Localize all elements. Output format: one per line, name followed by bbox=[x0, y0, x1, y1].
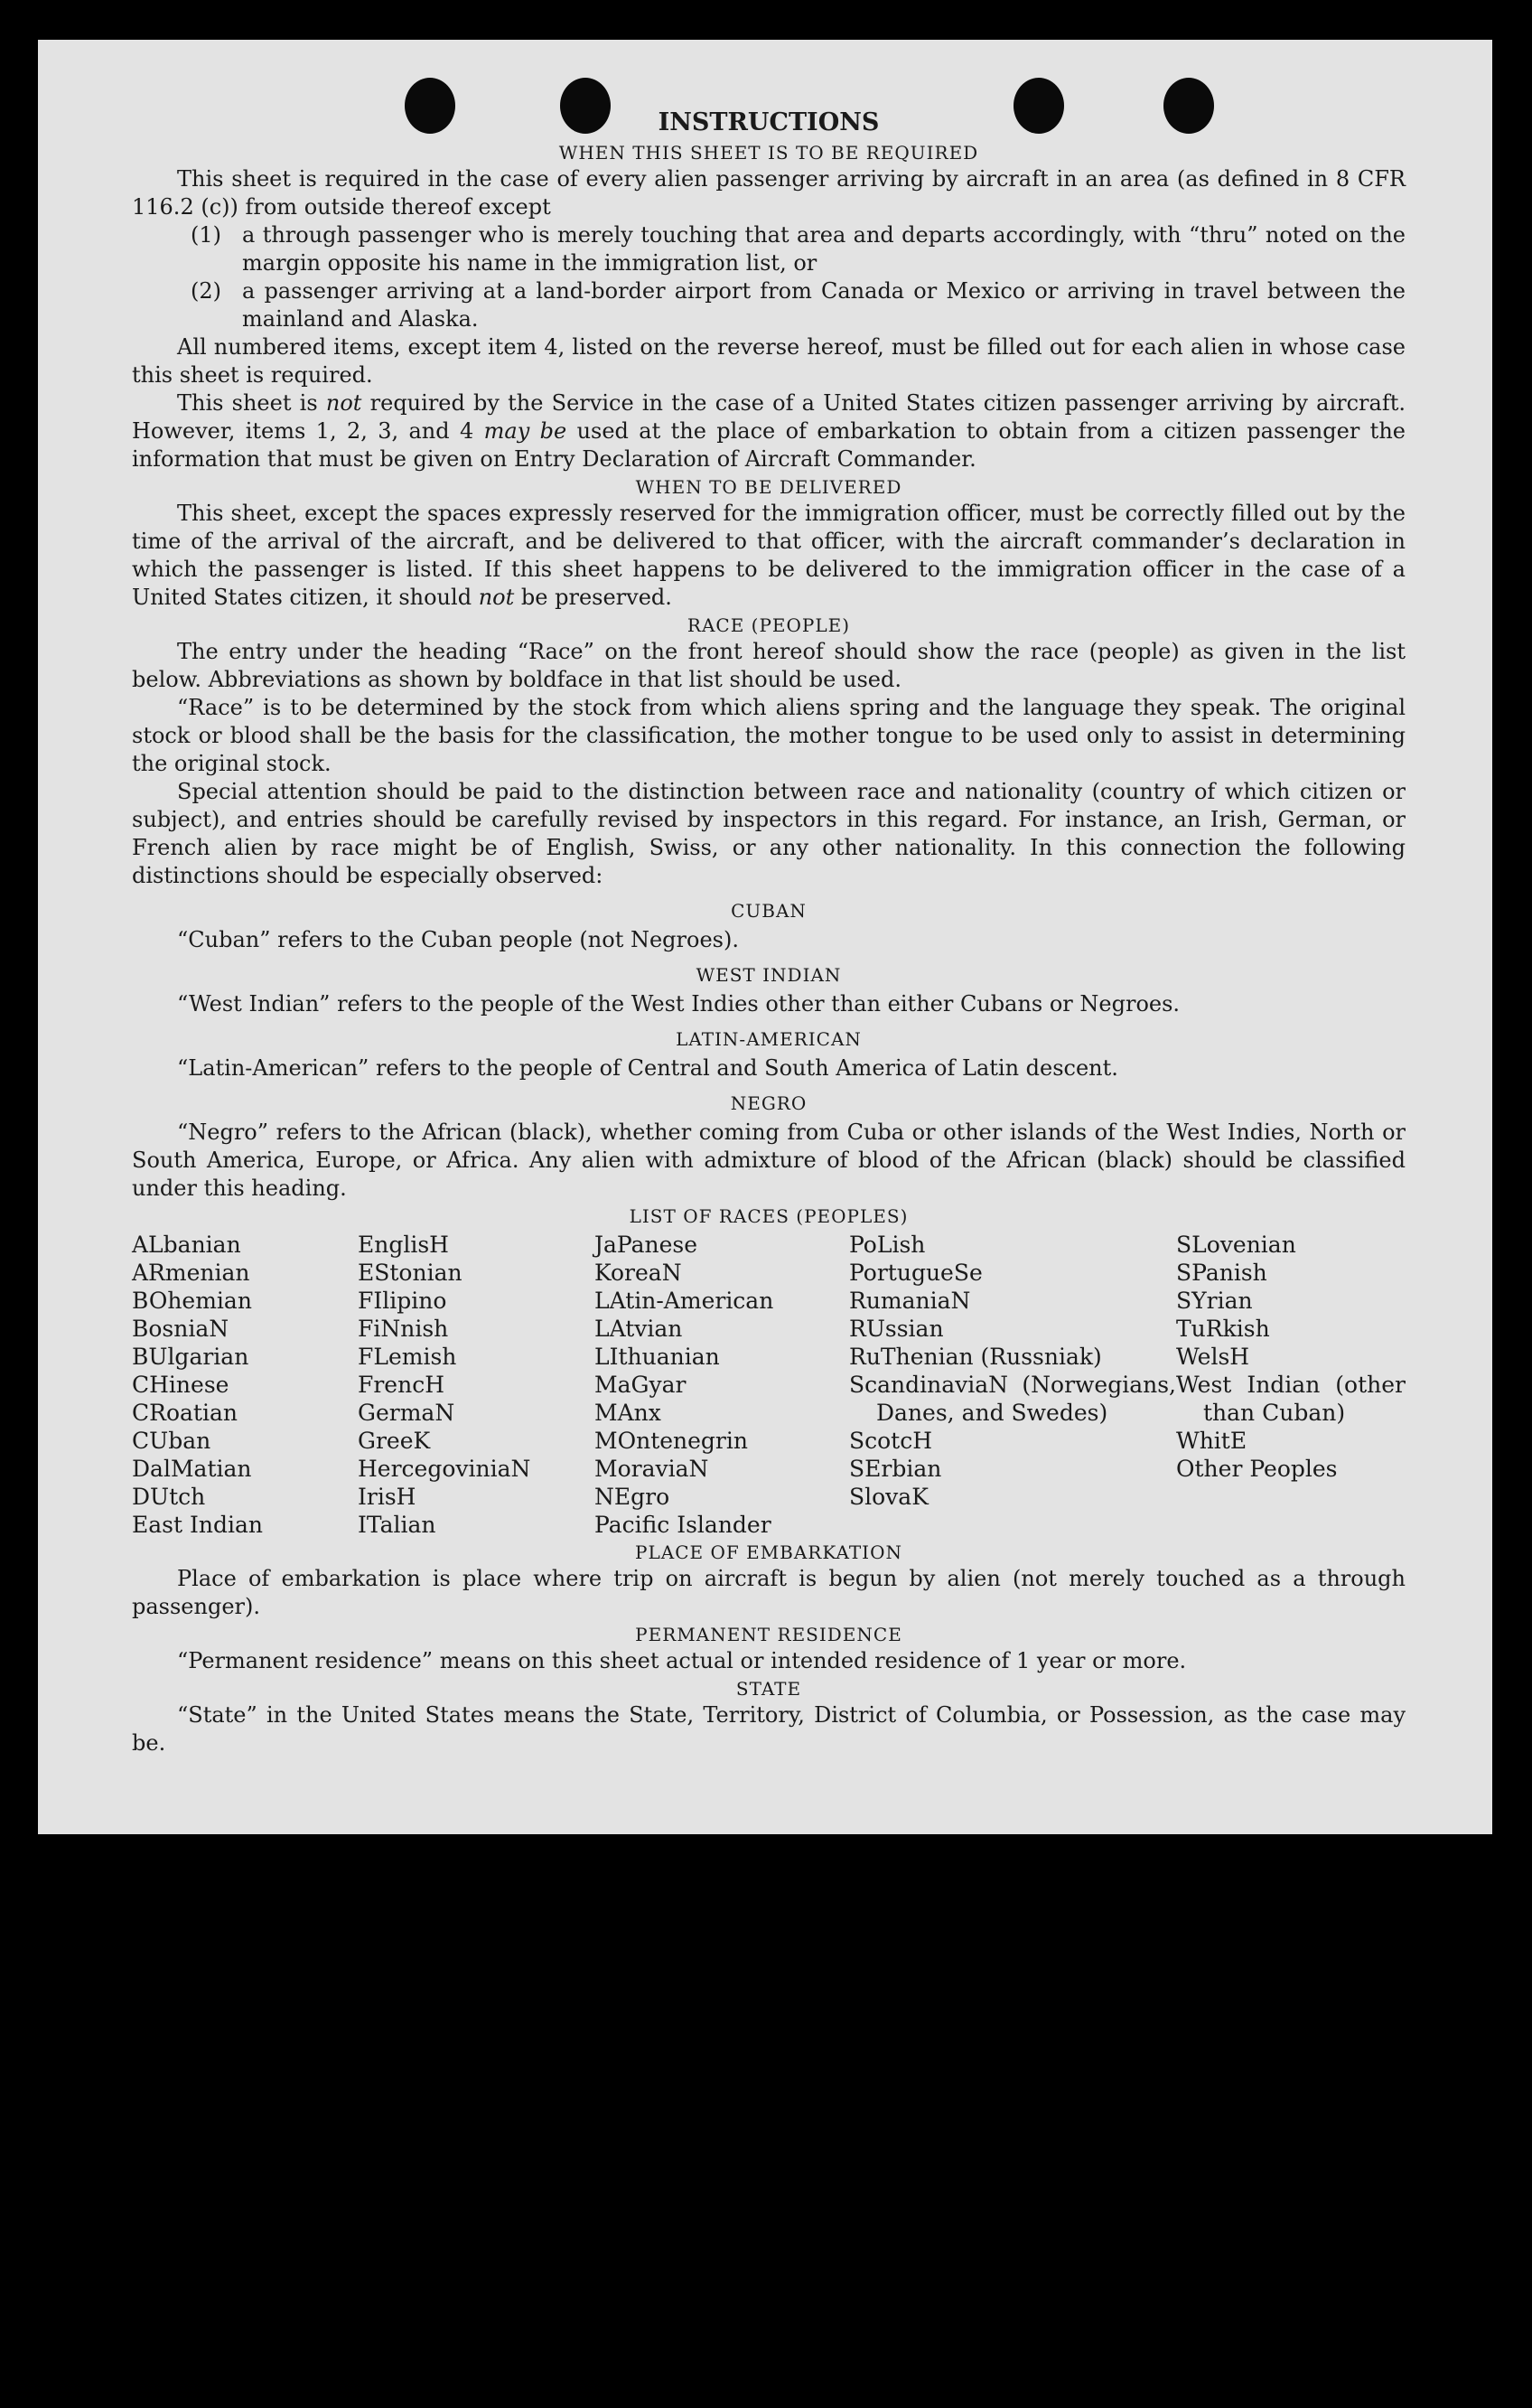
text-run: used at the place of embarkation to obtain from a citizen passenger the information that must be given on Entry Declaration of Aircraft Commander. bbox=[132, 418, 1406, 472]
heading-place-of-embarkation: PLACE OF EMBARKATION bbox=[635, 1541, 902, 1563]
race-entry: FrencH bbox=[358, 1372, 444, 1398]
paragraph-required-intro: This sheet is required in the case of every alien passenger arriving by aircraft in an area (as defined in 8 CFR 116.2 (c)) from outside thereof except bbox=[132, 166, 1406, 220]
paragraph-race-entry: The entry under the heading “Race” on the front hereof should show the race (people) as given in the list below. Abbreviations as shown by boldface in that list should be used. bbox=[132, 639, 1406, 692]
race-entry: WelsH bbox=[1176, 1344, 1250, 1370]
race-entry: SPanish bbox=[1176, 1260, 1267, 1286]
race-entry: ScotcH bbox=[849, 1428, 933, 1454]
race-entry: BUlgarian bbox=[132, 1344, 249, 1370]
heading-when-required: WHEN THIS SHEET IS TO BE REQUIRED bbox=[558, 142, 979, 164]
races-column bbox=[849, 1231, 1176, 1539]
race-entry: ARmenian bbox=[132, 1260, 250, 1286]
race-entry: PoLish bbox=[849, 1232, 926, 1258]
text-run: be preserved. bbox=[520, 585, 672, 610]
exception-text: a through passenger who is merely touching that area and departs accordingly, with “thru” noted on the margin opposite his name in the immigration list, or bbox=[242, 222, 1406, 276]
races-column bbox=[358, 1231, 594, 1539]
race-entry: ALbanian bbox=[132, 1232, 241, 1258]
heading-negro: NEGRO bbox=[730, 1092, 808, 1114]
race-entry: TuRkish bbox=[1176, 1316, 1270, 1342]
race-entry: GreeK bbox=[358, 1428, 431, 1454]
race-entry: WhitE bbox=[1176, 1428, 1247, 1454]
races-group bbox=[849, 1427, 1176, 1511]
paragraph-residence: “Permanent residence” means on this sheet actual or intended residence of 1 year or more. bbox=[177, 1648, 1187, 1673]
emphasis-may-be: may be bbox=[483, 418, 567, 444]
heading-cuban: CUBAN bbox=[731, 900, 807, 922]
race-entry: RuThenian (Russniak) bbox=[849, 1344, 1102, 1370]
text-run: required by the Service in the case of a United States citizen passenger arriving by aircraft. However, items 1, 2, 3, and 4 bbox=[132, 390, 1406, 444]
race-entry: DUtch bbox=[132, 1484, 206, 1510]
race-entry: MOntenegrin bbox=[594, 1428, 748, 1454]
races-group bbox=[849, 1231, 1176, 1371]
race-entry: BOhemian bbox=[132, 1288, 252, 1314]
race-entry: LAtvian bbox=[594, 1316, 683, 1342]
race-entry: IrisH bbox=[358, 1484, 416, 1510]
paragraph-citizen bbox=[132, 389, 1406, 473]
paragraph-race-stock: “Race” is to be determined by the stock from which aliens spring and the language they speak. The original stock or blood shall be the basis for the classification, the mother tongue to be used only to assist in determining the original stock. bbox=[132, 695, 1406, 776]
emphasis-not: not bbox=[325, 390, 362, 416]
race-entry: ScandinaviaN (Norwegians, Danes, and Swedes) bbox=[849, 1372, 1176, 1426]
race-entry: CHinese bbox=[132, 1372, 229, 1398]
document-sheet bbox=[38, 40, 1492, 1834]
definition-latin-american: “Latin-American” refers to the people of Central and South America of Latin descent. bbox=[177, 1055, 1118, 1081]
race-entry: Other Peoples bbox=[1176, 1456, 1338, 1482]
paragraph-delivered bbox=[132, 500, 1406, 612]
heading-west-indian: WEST INDIAN bbox=[696, 964, 842, 986]
races-group bbox=[1176, 1427, 1406, 1483]
text-run: This sheet, except the spaces expressly reserved for the immigration officer, must be correctly filled out by the time of the arrival of the aircraft, and be delivered to that officer, with the aircraft commander’s declaration in which the passenger is listed. If this sheet happens to be delivered to the immigration officer in the case of a United States citizen, it should bbox=[132, 501, 1406, 610]
definition-west-indian: “West Indian” refers to the people of the West Indies other than either Cubans or Negroes. bbox=[177, 991, 1181, 1017]
race-entry: West Indian (other than Cuban) bbox=[1176, 1372, 1406, 1426]
heading-permanent-residence: PERMANENT RESIDENCE bbox=[635, 1624, 902, 1645]
text-run: This sheet is bbox=[177, 390, 318, 416]
heading-list-of-races: LIST OF RACES (PEOPLES) bbox=[629, 1205, 909, 1227]
race-entry: EnglisH bbox=[358, 1232, 449, 1258]
race-entry: SlovaK bbox=[849, 1484, 929, 1510]
definition-negro: “Negro” refers to the African (black), whether coming from Cuba or other islands of the West Indies, North or South America, Europe, or Africa. Any alien with admixture of blood of the African (black) should be classified under this heading. bbox=[132, 1120, 1406, 1201]
exception-text: a passenger arriving at a land-border airport from Canada or Mexico or arriving in travel between the mainland and Alaska. bbox=[242, 278, 1406, 332]
race-entry: FiNnish bbox=[358, 1316, 449, 1342]
paragraph-race-nationality: Special attention should be paid to the distinction between race and nationality (country of which citizen or subject), and entries should be carefully revised by inspectors in this regard. For instance, an Irish, German, or French alien by race might be of English, Swiss, or any other nationality. In this connection the following distinctions should be especially observed: bbox=[132, 779, 1406, 888]
race-entry: PortugueSe bbox=[849, 1260, 983, 1286]
races-column bbox=[1176, 1231, 1406, 1539]
page-title: INSTRUCTIONS bbox=[658, 108, 880, 136]
race-entry: SErbian bbox=[849, 1456, 942, 1482]
race-entry: MaGyar bbox=[594, 1372, 687, 1398]
race-entry: DalMatian bbox=[132, 1456, 252, 1482]
paragraph-embarkation: Place of embarkation is place where trip on aircraft is begun by alien (not merely touched as a through passenger). bbox=[132, 1566, 1406, 1619]
race-entry: KoreaN bbox=[594, 1260, 682, 1286]
race-entry: BosniaN bbox=[132, 1316, 229, 1342]
race-entry: Pacific Islander bbox=[594, 1512, 771, 1538]
races-list bbox=[132, 1231, 1406, 1539]
race-entry: FLemish bbox=[358, 1344, 457, 1370]
race-entry: ITalian bbox=[358, 1512, 436, 1538]
race-entry: FIlipino bbox=[358, 1288, 447, 1314]
race-entry: SLovenian bbox=[1176, 1232, 1296, 1258]
race-entry: CRoatian bbox=[132, 1400, 238, 1426]
exception-number: (1) bbox=[191, 222, 221, 248]
race-entry: RUssian bbox=[849, 1316, 944, 1342]
race-entry: LAtin-American bbox=[594, 1288, 774, 1314]
race-entry: SYrian bbox=[1176, 1288, 1253, 1314]
race-entry: CUban bbox=[132, 1428, 211, 1454]
heading-when-delivered: WHEN TO BE DELIVERED bbox=[635, 476, 902, 498]
paragraph-numbered-items: All numbered items, except item 4, listed on the reverse hereof, must be filled out for each alien in whose case this sheet is required. bbox=[132, 334, 1406, 388]
paragraph-state: “State” in the United States means the State, Territory, District of Columbia, or Possession, as the case may be. bbox=[132, 1702, 1406, 1756]
race-entry: GermaN bbox=[358, 1400, 455, 1426]
race-entry: MAnx bbox=[594, 1400, 661, 1426]
race-entry: HercegoviniaN bbox=[358, 1456, 531, 1482]
exception-item bbox=[191, 221, 1406, 277]
race-entry: LIthuanian bbox=[594, 1344, 720, 1370]
races-group bbox=[1176, 1231, 1406, 1371]
heading-state: STATE bbox=[735, 1678, 802, 1700]
race-entry: RumaniaN bbox=[849, 1288, 971, 1314]
races-column bbox=[132, 1231, 358, 1539]
race-entry: MoraviaN bbox=[594, 1456, 709, 1482]
emphasis-not: not bbox=[478, 585, 515, 610]
race-entry: EStonian bbox=[358, 1260, 462, 1286]
heading-latin-american: LATIN-AMERICAN bbox=[676, 1028, 862, 1050]
document-body bbox=[132, 107, 1406, 1757]
race-entry: JaPanese bbox=[594, 1232, 698, 1258]
exception-item bbox=[191, 277, 1406, 333]
race-entry: NEgro bbox=[594, 1484, 670, 1510]
race-entry: East Indian bbox=[132, 1512, 263, 1538]
heading-race: RACE (PEOPLE) bbox=[687, 614, 851, 636]
exception-number: (2) bbox=[191, 278, 221, 304]
definition-cuban: “Cuban” refers to the Cuban people (not Negroes). bbox=[177, 927, 739, 952]
races-column bbox=[594, 1231, 849, 1539]
